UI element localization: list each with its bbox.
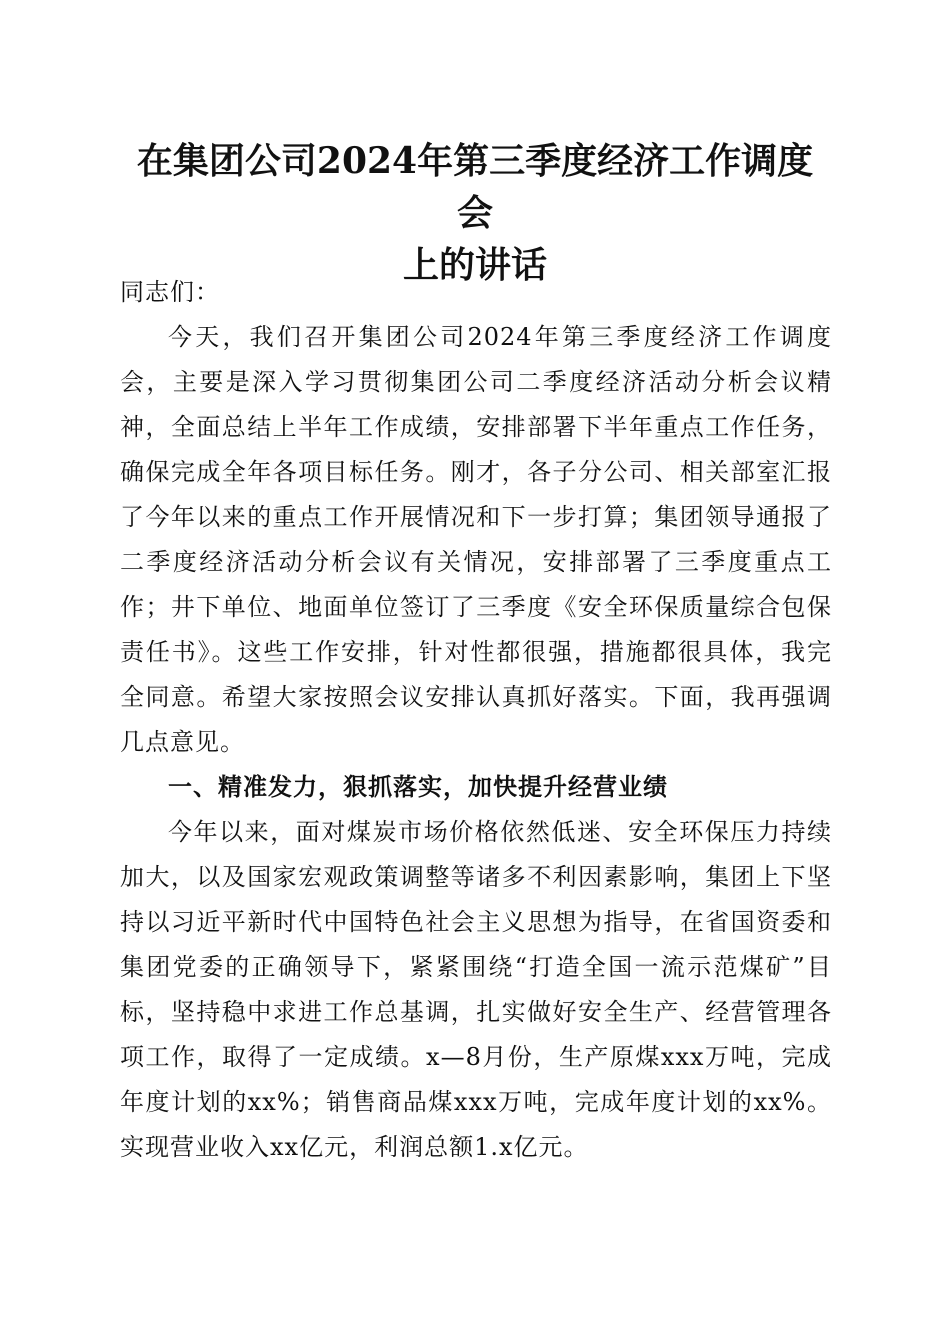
- paragraph-section-1: 今年以来，面对煤炭市场价格依然低迷、安全环保压力持续加大，以及国家宏观政策调整等诸多不利因素影响，集团上下坚持以习近平新时代中国特色社会主义思想为指导，在省国资委和集团党委的正确领导下，紧紧围绕“打造全国一流示范煤矿”目标，坚持稳中求进工作总基调，扎实做好安全生产、经营管理各项工作，取得了一定成绩。x—8月份，生产原煤xxx万吨，完成年度计划的xx%；销售商品煤xxx万吨，完成年度计划的xx%。实现营业收入xx亿元，利润总额1.x亿元。: [120, 818, 832, 1161]
- title-line-2: 上的讲话: [402, 244, 547, 286]
- document-body: [120, 270, 832, 1170]
- title-line-1: 在集团公司2024年第三季度经济工作调度会: [136, 140, 814, 234]
- paragraph-intro: 今天，我们召开集团公司2024年第三季度经济工作调度会，主要是深入学习贯彻集团公司二季度经济活动分析会议精神，全面总结上半年工作成绩，安排部署下半年重点工作任务，确保完成全年各项目标任务。刚才，各子分公司、相关部室汇报了今年以来的重点工作开展情况和下一步打算；集团领导通报了二季度经济活动分析会议有关情况，安排部署了三季度重点工作；井下单位、地面单位签订了三季度《安全环保质量综合包保责任书》。这些工作安排，针对性都很强，措施都很具体，我完全同意。希望大家按照会议安排认真抓好落实。下面，我再强调几点意见。: [120, 323, 832, 756]
- salutation: 同志们：: [120, 278, 220, 306]
- document-title: [120, 135, 830, 291]
- section-heading-1: 一、精准发力，狠抓落实，加快提升经营业绩: [168, 773, 668, 801]
